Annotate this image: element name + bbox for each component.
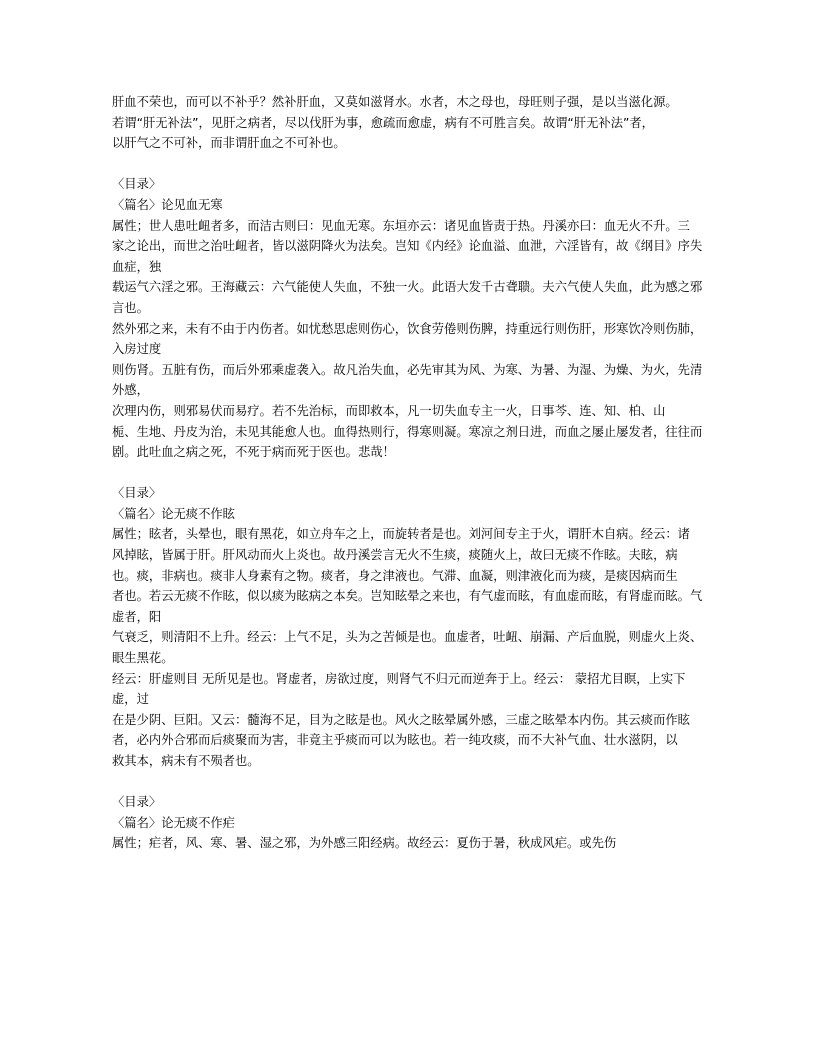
section-title-tag: 〈篇名〉论无痰不作眩: [112, 506, 235, 521]
catalog-tag: 〈目录〉: [112, 177, 162, 192]
blank-line: [112, 154, 708, 175]
document-body: [112, 92, 708, 854]
paragraph: 肝血不荣也，而可以不补乎？然补肝血，又莫如滋肾水。水者，木之母也，母旺则子强，是以当滋化源。: [112, 95, 678, 109]
paragraph: 风掉眩，皆属于肝。肝风动而火上炎也。故丹溪尝言无火不生痰，痰随火上，故曰无痰不作眩。夫眩，病: [112, 548, 678, 563]
paragraph: 属性；疟者，风、寒、暑、湿之邪，为外感三阳经病。故经云：夏伤于暑，秋成风疟。或先伤: [112, 836, 617, 851]
paragraph: 次理内伤，则邪易伏而易疗。若不先治标，而即救本，凡一切失血专主一火，日事芩、连、知、柏、山: [112, 403, 666, 418]
paragraph: 剧。此吐血之病之死，不死于病而死于医也。悲哉！: [112, 445, 395, 460]
paragraph: 救其本，病未有不殒者也。: [112, 754, 260, 768]
paragraph: 若谓“肝无补法”，见肝之病者，尽以伐肝为事，愈疏而愈虚，病有不可胜言矣。故谓“肝无补法”者，: [112, 115, 654, 130]
catalog-tag: 〈目录〉: [112, 795, 162, 810]
paragraph: 气衰乏，则清阳不上升。经云：上气不足，头为之苦倾是也。血虚者，吐衄、崩漏、产后血脱，则虚火上炎、眼生黑花。: [112, 630, 703, 666]
paragraph: 以肝气之不可补，而非谓肝血之不可补也。: [112, 136, 346, 151]
paragraph: 则伤肾。五脏有伤，而后外邪乘虚袭入。故凡治失血，必先审其为风、为寒、为暑、为湿、为燥、为火，先清外感，: [112, 362, 703, 398]
section-title-tag: 〈篇名〉论无痰不作疟: [112, 815, 235, 830]
paragraph: 在是少阴、巨阳。又云：髓海不足，目为之眩是也。风火之眩晕属外感，三虚之眩晕本内伤。其云痰而作眩: [112, 712, 690, 727]
blank-line: [112, 463, 708, 484]
paragraph: 者，必内外合邪而后痰聚而为害，非竟主乎痰而可以为眩也。若一纯攻痰，而不大补气血、壮水滋阴，以: [112, 733, 678, 748]
section-title-tag: 〈篇名〉论见血无寒: [112, 197, 223, 212]
catalog-tag: 〈目录〉: [112, 486, 162, 501]
paragraph: 属性；眩者，头晕也，眼有黑花，如立舟车之上，而旋转者是也。刘河间专主于火，谓肝木自病。经云：诸: [112, 527, 690, 542]
paragraph: 也。痰，非病也。痰非人身素有之物。痰者，身之津液也。气滞、血凝，则津液化而为痰，是痰因病而生: [112, 568, 678, 583]
paragraph: 家之论出，而世之治吐衄者，皆以滋阴降火为法矣。岂知《内经》论血溢、血泄，六淫皆有，故《纲目》序失血症，独: [112, 239, 703, 274]
paragraph: 然外邪之来，未有不由于内伤者。如忧愁思虑则伤心，饮食劳倦则伤脾，持重远行则伤肝，形寒饮冷则伤肺，入房过度: [112, 321, 703, 357]
paragraph: 栀、生地、丹皮为治，未见其能愈人也。血得热则行，得寒则凝。寒凉之剂日进，而血之屡止屡发者，往往而: [112, 424, 703, 439]
paragraph: 载运气六淫之邪。王海藏云：六气能使人失血，不独一火。此语大发千古聋聩。夫六气使人失血，此为感之邪言也。: [112, 280, 703, 315]
paragraph: 者也。若云无痰不作眩，似以痰为眩病之本矣。岂知眩晕之来也，有气虚而眩，有血虚而眩，有肾虚而眩。气虚者，阳: [112, 589, 703, 624]
paragraph: 属性；世人患吐衄者多，而洁古则曰：见血无寒。东垣亦云：诸见血皆责于热。丹溪亦曰：血无火不升。三: [112, 218, 690, 233]
blank-line: [112, 772, 708, 793]
paragraph: 经云：肝虚则目 无所见是也。肾虚者，房欲过度，则肾气不归元而逆奔于上。经云： 蒙招尤目瞑，上实下虚，过: [112, 671, 686, 707]
